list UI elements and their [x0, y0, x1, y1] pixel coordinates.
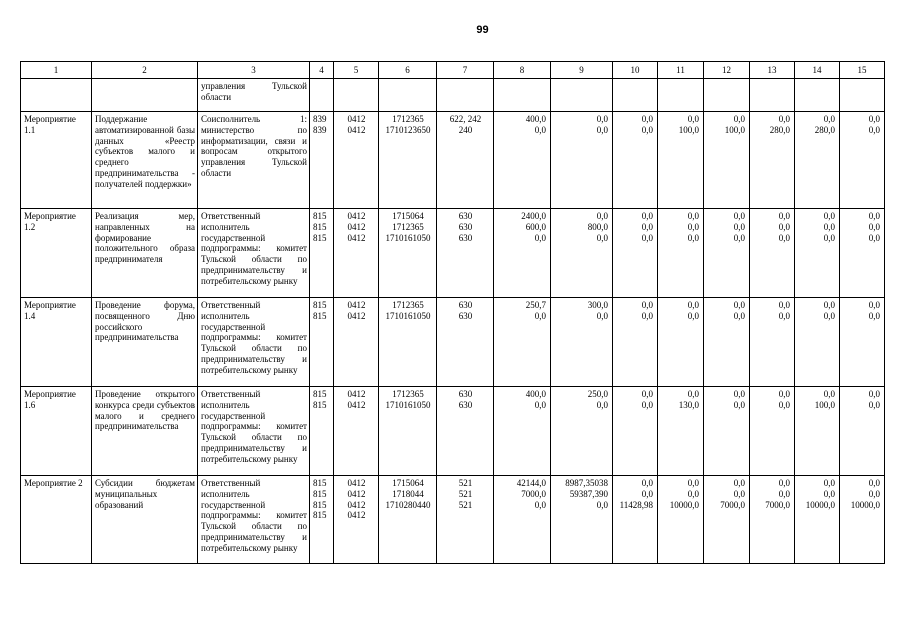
value-cell: 0,0 0,0 — [658, 298, 704, 387]
value-cell: 250,0 0,0 — [551, 387, 613, 476]
cell — [658, 79, 704, 112]
grbs-cell: 839 839 — [310, 112, 334, 209]
value-cell: 0,0 0,0 — [840, 112, 885, 209]
header-cell: 11 — [658, 62, 704, 79]
header-cell: 14 — [795, 62, 840, 79]
page-number: 99 — [476, 24, 489, 36]
grbs-cell: 815 815 — [310, 387, 334, 476]
name-cell: Поддержание автоматизированной базы данных «Реестр субъектов малого и среднего предпринимательства - получателей поддержки» — [92, 112, 198, 209]
value-cell: 0,0 100,0 — [658, 112, 704, 209]
header-cell: 1 — [21, 62, 92, 79]
vr-cell: 630 630 — [437, 387, 494, 476]
cell — [379, 79, 437, 112]
table-row — [21, 387, 885, 476]
cell — [613, 79, 658, 112]
value-cell: 0,0 800,0 0,0 — [551, 209, 613, 298]
header-cell: 4 — [310, 62, 334, 79]
header-cell: 10 — [613, 62, 658, 79]
value-cell: 250,7 0,0 — [494, 298, 551, 387]
value-cell: 0,0 130,0 — [658, 387, 704, 476]
value-cell: 0,0 100,0 — [704, 112, 750, 209]
value-cell: 0,0 0,0 — [704, 387, 750, 476]
value-cell: 0,0 0,0 — [613, 298, 658, 387]
header-cell: 15 — [840, 62, 885, 79]
table-row — [21, 476, 885, 564]
header-cell: 9 — [551, 62, 613, 79]
grbs-cell: 815 815 — [310, 298, 334, 387]
executor-cell: Ответственный исполнитель государственной подпрограммы: комитет Тульской области по предпринимательству и потребительскому рынку — [198, 209, 310, 298]
cell — [437, 79, 494, 112]
value-cell: 0,0 0,0 — [613, 387, 658, 476]
executor-cell: Ответственный исполнитель государственной подпрограммы: комитет Тульской области по предпринимательству и потребительскому рынку — [198, 298, 310, 387]
value-cell: 0,0 0,0 0,0 — [704, 209, 750, 298]
name-cell: Субсидии бюджетам муниципальных образований — [92, 476, 198, 564]
vr-cell: 622, 242 240 — [437, 112, 494, 209]
cell — [840, 79, 885, 112]
value-cell: 0,0 0,0 0,0 — [613, 209, 658, 298]
value-cell: 0,0 0,0 — [551, 112, 613, 209]
value-cell: 0,0 0,0 10000,0 — [840, 476, 885, 564]
event-cell: Мероприятие 1.4 — [21, 298, 92, 387]
table-row — [21, 298, 885, 387]
value-cell: 0,0 0,0 0,0 — [795, 209, 840, 298]
header-cell: 6 — [379, 62, 437, 79]
header-cell: 7 — [437, 62, 494, 79]
csr-cell: 1712365 1710123650 — [379, 112, 437, 209]
cell — [551, 79, 613, 112]
executor-cell: Соисполнитель 1: министерство по информатизации, связи и вопросам открытого управления Тульской области — [198, 112, 310, 209]
value-cell: 0,0 0,0 0,0 — [658, 209, 704, 298]
cell — [795, 79, 840, 112]
header-cell: 8 — [494, 62, 551, 79]
value-cell: 0,0 280,0 — [795, 112, 840, 209]
value-cell: 300,0 0,0 — [551, 298, 613, 387]
header-cell: 2 — [92, 62, 198, 79]
rzpr-cell: 0412 0412 — [334, 298, 379, 387]
header-cell: 12 — [704, 62, 750, 79]
name-cell: Проведение открытого конкурса среди субъектов малого и среднего предпринимательства — [92, 387, 198, 476]
vr-cell: 630 630 — [437, 298, 494, 387]
continuation-row — [21, 79, 885, 112]
header-cell: 13 — [750, 62, 795, 79]
value-cell: 0,0 0,0 — [704, 298, 750, 387]
table-body — [21, 62, 885, 564]
rzpr-cell: 0412 0412 — [334, 387, 379, 476]
table-row — [21, 112, 885, 209]
executor-cell: управления Тульской области — [198, 79, 310, 112]
cell — [310, 79, 334, 112]
value-cell: 400,0 0,0 — [494, 387, 551, 476]
executor-cell: Ответственный исполнитель государственной подпрограммы: комитет Тульской области по предпринимательству и потребительскому рынку — [198, 476, 310, 564]
csr-cell: 1712365 1710161050 — [379, 387, 437, 476]
value-cell: 0,0 0,0 — [840, 387, 885, 476]
value-cell: 0,0 0,0 — [840, 298, 885, 387]
event-cell: Мероприятие 2 — [21, 476, 92, 564]
value-cell: 0,0 0,0 0,0 — [750, 209, 795, 298]
grbs-cell: 815 815 815 815 — [310, 476, 334, 564]
event-cell: Мероприятие 1.6 — [21, 387, 92, 476]
cell — [334, 79, 379, 112]
value-cell: 0,0 0,0 — [795, 298, 840, 387]
value-cell: 0,0 0,0 11428,98 — [613, 476, 658, 564]
value-cell: 0,0 0,0 10000,0 — [658, 476, 704, 564]
cell — [494, 79, 551, 112]
name-cell: Проведение форума, посвященного Дню российского предпринимательства — [92, 298, 198, 387]
rzpr-cell: 0412 0412 0412 — [334, 209, 379, 298]
value-cell: 0,0 280,0 — [750, 112, 795, 209]
header-row — [21, 62, 885, 79]
csr-cell: 1715064 1718044 1710280440 — [379, 476, 437, 564]
value-cell: 0,0 0,0 — [750, 387, 795, 476]
header-cell: 5 — [334, 62, 379, 79]
table-row — [21, 209, 885, 298]
cell — [750, 79, 795, 112]
vr-cell: 630 630 630 — [437, 209, 494, 298]
value-cell: 0,0 0,0 7000,0 — [750, 476, 795, 564]
value-cell: 2400,0 600,0 0,0 — [494, 209, 551, 298]
event-cell: Мероприятие 1.2 — [21, 209, 92, 298]
name-cell: Реализация мер, направленных на формирование положительного образа предпринимателя — [92, 209, 198, 298]
value-cell: 0,0 0,0 7000,0 — [704, 476, 750, 564]
value-cell: 8987,35038 59387,390 0,0 — [551, 476, 613, 564]
event-cell: Мероприятие 1.1 — [21, 112, 92, 209]
value-cell: 0,0 0,0 — [750, 298, 795, 387]
value-cell: 42144,0 7000,0 0,0 — [494, 476, 551, 564]
value-cell: 0,0 0,0 0,0 — [840, 209, 885, 298]
value-cell: 0,0 0,0 10000,0 — [795, 476, 840, 564]
csr-cell: 1712365 1710161050 — [379, 298, 437, 387]
grbs-cell: 815 815 815 — [310, 209, 334, 298]
csr-cell: 1715064 1712365 1710161050 — [379, 209, 437, 298]
header-cell: 3 — [198, 62, 310, 79]
cell — [704, 79, 750, 112]
value-cell: 0,0 0,0 — [613, 112, 658, 209]
cell — [92, 79, 198, 112]
budget-table — [20, 61, 885, 564]
value-cell: 0,0 100,0 — [795, 387, 840, 476]
vr-cell: 521 521 521 — [437, 476, 494, 564]
executor-cell: Ответственный исполнитель государственной подпрограммы: комитет Тульской области по предпринимательству и потребительскому рынку — [198, 387, 310, 476]
rzpr-cell: 0412 0412 — [334, 112, 379, 209]
cell — [21, 79, 92, 112]
rzpr-cell: 0412 0412 0412 0412 — [334, 476, 379, 564]
value-cell: 400,0 0,0 — [494, 112, 551, 209]
